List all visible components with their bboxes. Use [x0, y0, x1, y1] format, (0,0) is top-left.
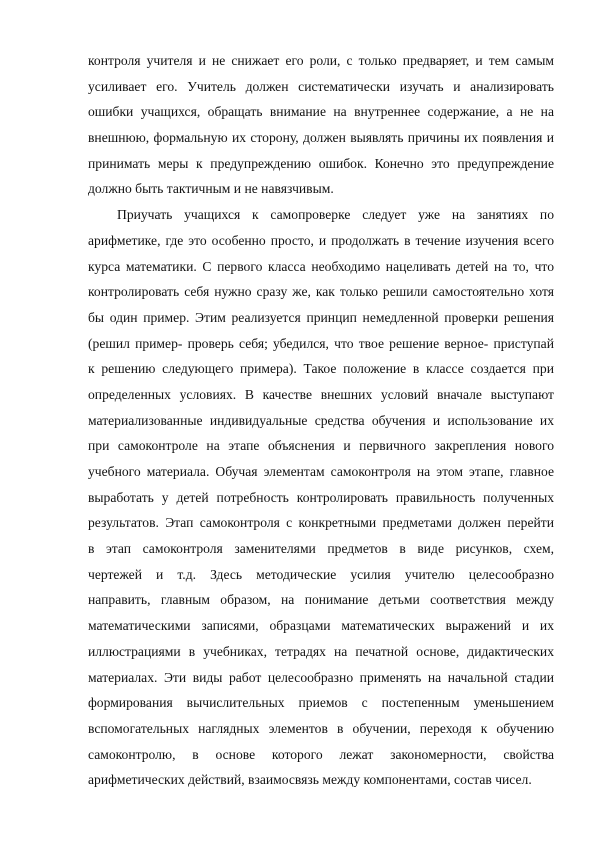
paragraph — [88, 48, 554, 202]
text-line: усиливает его. Учитель должен систематически изучать и анализировать — [88, 78, 554, 94]
text-line: принимать меры к предупреждению ошибок. Конечно это предупреждение — [88, 155, 554, 171]
text-line: в этап самоконтроля заменителями предметов в виде рисунков, схем, — [88, 541, 554, 557]
text-line: определенных условиях. В качестве внешних условий вначале выступают — [88, 386, 554, 402]
text-line: бы один пример. Этим реализуется принцип немедленной проверки решения — [88, 309, 554, 325]
text-line: материалах. Эти виды работ целесообразно применять на начальной стадии — [88, 669, 554, 685]
text-line: при самоконтроле на этапе объяснения и первичного закрепления нового — [88, 438, 554, 454]
text-line: чертежей и т.д. Здесь методические усилия учителю целесообразно — [88, 566, 554, 582]
text-line: формирования вычислительных приемов с постепенным уменьшением — [88, 695, 554, 711]
text-line: иллюстрациями в учебниках, тетрадях на печатной основе, дидактических — [88, 643, 554, 659]
text-line: материализованные индивидуальные средства обучения и использование их — [88, 412, 554, 428]
text-line: (решил пример- проверь себя; убедился, что твое решение верное- приступай — [88, 335, 554, 351]
text-line: внешнюю, формальную их сторону, должен выявлять причины их появления и — [88, 130, 554, 146]
text-line: учебного материала. Обучая элементам самоконтроля на этом этапе, главное — [88, 464, 554, 479]
text-line: результатов. Этап самоконтроля с конкретными предметами должен перейти — [88, 515, 554, 531]
text-line: курса математики. С первого класса необходимо нацеливать детей на то, что — [88, 258, 554, 274]
text-line: Приучать учащихся к самопроверке следует уже на занятиях по — [117, 207, 554, 223]
text-line: арифметических действий, взаимосвязь между компонентами, состав чисел. — [88, 772, 532, 788]
paragraph — [88, 202, 554, 793]
text-line: контроля учителя и не снижает его роли, с только предваряет, и тем самым — [88, 53, 554, 68]
text-line: арифметике, где это особенно просто, и продолжать в течение изучения всего — [88, 232, 554, 248]
body-text — [88, 48, 554, 793]
text-line: математическими записями, образцами математических выражений и их — [88, 618, 554, 634]
text-line: направить, главным образом, на понимание детьми соответствия между — [88, 592, 554, 608]
text-line: должно быть тактичным и не навязчивым. — [88, 181, 334, 197]
text-line: выработать у детей потребность контролировать правильность полученных — [88, 489, 554, 505]
text-line: вспомогательных наглядных элементов в обучении, переходя к обучению — [88, 720, 554, 736]
text-line: ошибки учащихся, обращать внимание на внутреннее содержание, а не на — [88, 104, 554, 120]
text-line: контролировать себя нужно сразу же, как только решили самостоятельно хотя — [88, 284, 554, 300]
text-line: к решению следующего примера). Такое положение в классе создается при — [88, 361, 554, 377]
text-line: самоконтролю, в основе которого лежат закономерности, свойства — [88, 746, 554, 762]
